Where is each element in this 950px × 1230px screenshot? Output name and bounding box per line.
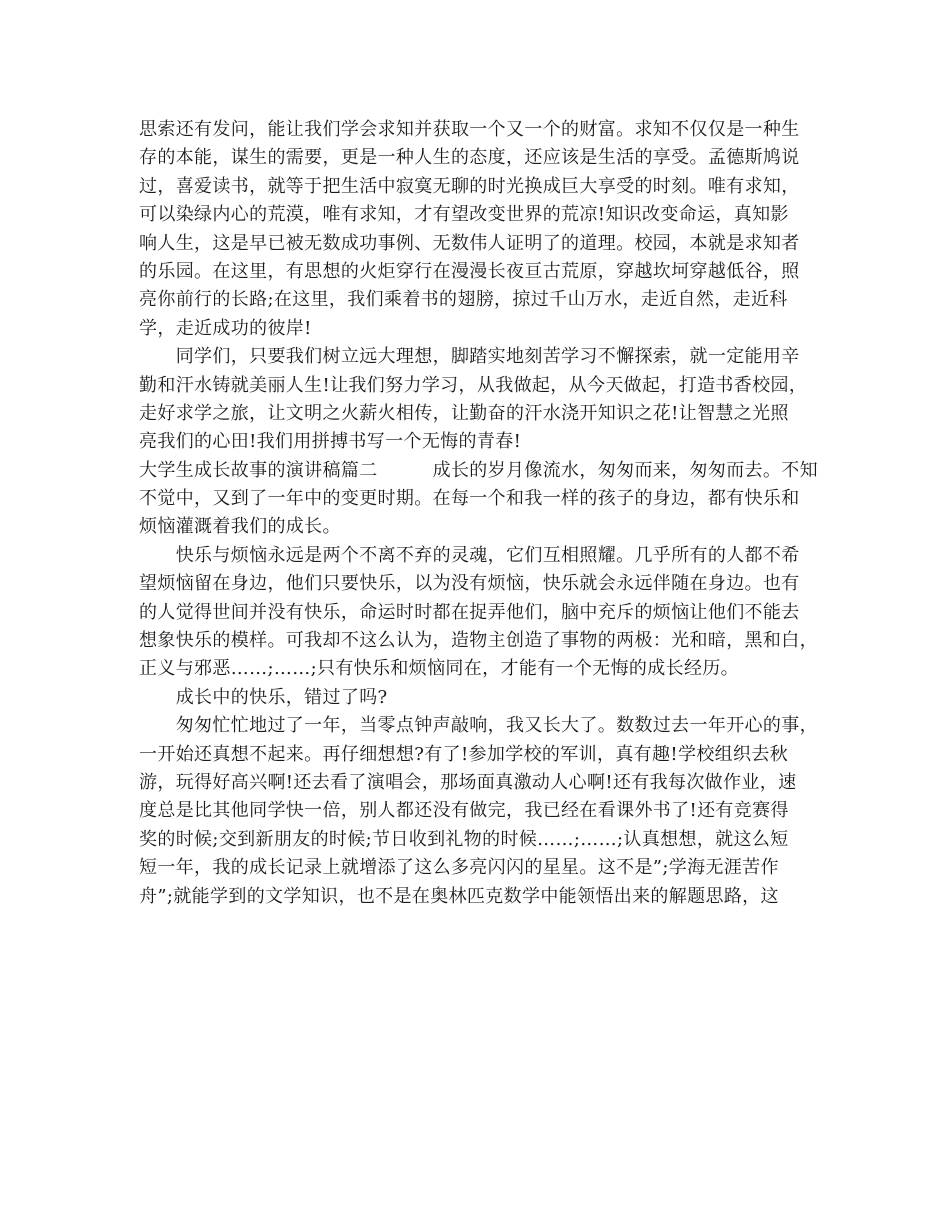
text-line: 的人觉得世间并没有快乐，命运时时都在捉弄他们，脑中充斥的烦恼让他们不能去 — [139, 601, 800, 623]
text-line: 正义与邪恶……;……;只有快乐和烦恼同在，才能有一个无悔的成长经历。 — [139, 658, 740, 680]
text-line: 亮我们的心田!我们用拼搏书写一个无悔的青春! — [139, 431, 522, 453]
text-line: 同学们，只要我们树立远大理想，脚踏实地刻苦学习不懈探索，就一定能用辛 — [139, 346, 800, 368]
text-line: 一开始还真想不起来。再仔细想想?有了!参加学校的军训，真有趣!学校组织去秋 — [139, 743, 789, 765]
section-heading-line: 大学生成长故事的演讲稿篇二 成长的岁月像流水，匆匆而来，匆匆而去。不知 — [139, 459, 818, 481]
text-line: 舟”;就能学到的文学知识，也不是在奥林匹克数学中能领悟出来的解题思路，这 — [139, 885, 779, 907]
text-line: 想象快乐的模样。可我却不这么认为，造物主创造了事物的两极：光和暗，黑和白， — [139, 630, 818, 652]
text-line: 短一年，我的成长记录上就增添了这么多亮闪闪的星星。这不是”;学海无涯苦作 — [139, 857, 779, 879]
document-body — [139, 116, 818, 911]
text-line: 走好求学之旅，让文明之火薪火相传，让勤奋的汗水浇开知识之花!让智慧之光照 — [139, 402, 789, 424]
text-line: 可以染绿内心的荒漠，唯有求知，才有望改变世界的荒凉!知识改变命运，真知影 — [139, 204, 789, 226]
text-line: 的乐园。在这里，有思想的火炬穿行在漫漫长夜亘古荒原，穿越坎坷穿越低谷，照 — [139, 260, 800, 282]
text-line: 不觉中，又到了一年中的变更时期。在每一个和我一样的孩子的身边，都有快乐和 — [139, 488, 800, 510]
text-line: 奖的时候;交到新朋友的时候;节日收到礼物的时候……;……;认真想想，就这么短 — [139, 828, 789, 850]
text-line: 响人生，这是早已被无数成功事例、无数伟人证明了的道理。校园，本就是求知者 — [139, 232, 800, 254]
text-line: 学，走近成功的彼岸! — [139, 317, 312, 339]
text-line: 度总是比其他同学快一倍，别人都还没有做完，我已经在看课外书了!还有竞赛得 — [139, 800, 789, 822]
text-line: 匆匆忙忙地过了一年，当零点钟声敲响，我又长大了。数数过去一年开心的事， — [139, 715, 818, 737]
text-line: 勤和汗水铸就美丽人生!让我们努力学习，从我做起，从今天做起，打造书香校园， — [139, 374, 808, 396]
text-line: 存的本能，谋生的需要，更是一种人生的态度，还应该是生活的享受。孟德斯鸠说 — [139, 147, 800, 169]
text-line: 亮你前行的长路;在这里，我们乘着书的翅膀，掠过千山万水，走近自然，走近科 — [139, 289, 788, 311]
text-line: 烦恼灌溉着我们的成长。 — [139, 516, 341, 538]
text-line: 过，喜爱读书，就等于把生活中寂寞无聊的时光换成巨大享受的时刻。唯有求知， — [139, 175, 800, 197]
text-line: 成长中的快乐，错过了吗? — [139, 686, 388, 708]
text-line: 快乐与烦恼永远是两个不离不弃的灵魂，它们互相照耀。几乎所有的人都不希 — [139, 544, 800, 566]
text-line: 游，玩得好高兴啊!还去看了演唱会，那场面真激动人心啊!还有我每次做作业，速 — [139, 771, 797, 793]
text-line: 思索还有发问，能让我们学会求知并获取一个又一个的财富。求知不仅仅是一种生 — [139, 119, 800, 140]
text-line: 望烦恼留在身边，他们只要快乐，以为没有烦恼，快乐就会永远伴随在身边。也有 — [139, 573, 800, 595]
